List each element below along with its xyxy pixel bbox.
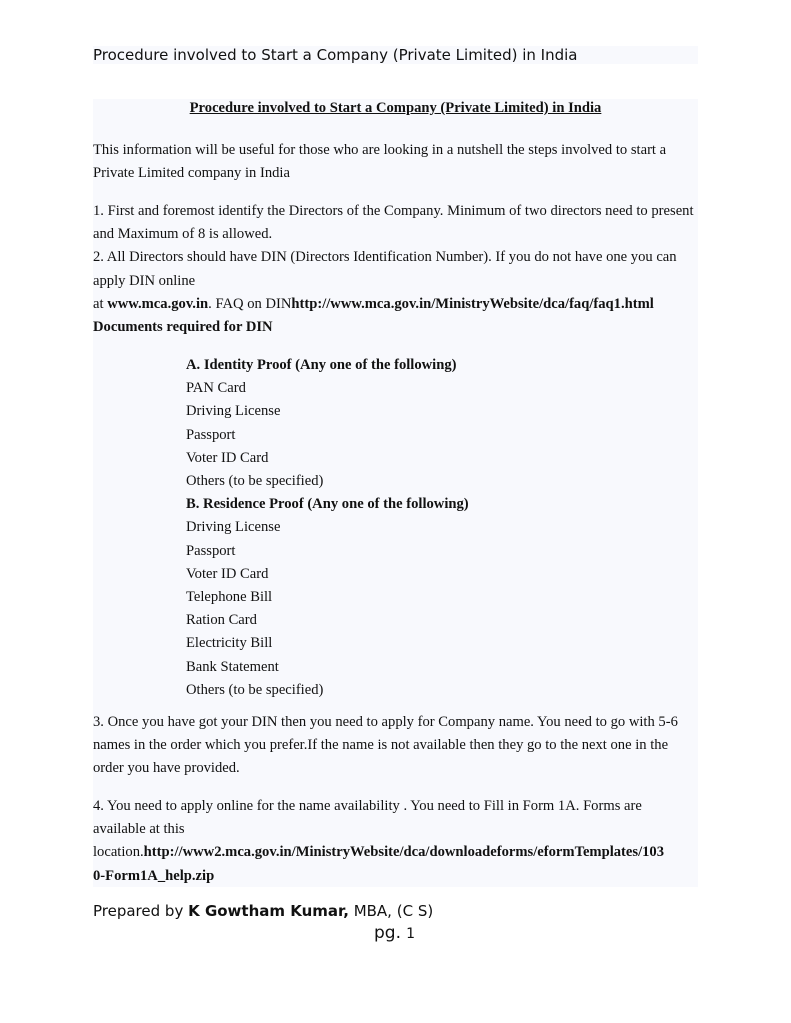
step-2-faq: . FAQ on DIN: [208, 295, 292, 312]
list-item: Others (to be specified): [186, 681, 324, 698]
list-item: Passport: [186, 426, 236, 443]
author-name: K Gowtham Kumar,: [188, 902, 349, 920]
prepared-by-label: Prepared by: [93, 902, 189, 920]
list-item: Voter ID Card: [186, 565, 269, 582]
document-title: Procedure involved to Start a Company (Private Limited) in India: [189, 100, 602, 116]
page-header: Procedure involved to Start a Company (Private Limited) in India: [93, 46, 698, 64]
list-item: Driving License: [186, 519, 281, 536]
form-1a-link[interactable]: http://www2.mca.gov.in/MinistryWebsite/dca/downloadeforms/eformTemplates/103: [143, 844, 665, 861]
residence-proof-heading: B. Residence Proof (Any one of the following): [186, 496, 469, 513]
list-item: Bank Statement: [186, 658, 279, 675]
form-1a-link-continued[interactable]: 0-Form1A_help.zip: [93, 867, 215, 884]
mca-site-link[interactable]: www.mca.gov.in: [107, 295, 209, 312]
document-body: [93, 99, 698, 887]
step-2: 2. All Directors should have DIN (Directors Identification Number). If you do not have one you can apply DIN online: [93, 249, 677, 289]
step-4-location-label: location.: [93, 844, 144, 861]
documents-required-heading: Documents required for DIN: [93, 319, 273, 336]
step-1: 1. First and foremost identify the Directors of the Company. Minimum of two directors need to present and Maximum of 8 is allowed.: [93, 203, 694, 243]
author-credentials: MBA, (C S): [348, 902, 434, 920]
list-item: PAN Card: [186, 380, 246, 397]
list-item: Ration Card: [186, 612, 257, 629]
page-footer: [93, 901, 433, 921]
step-4-location: [93, 841, 698, 864]
page-number-value: 1: [406, 926, 416, 942]
din-faq-link[interactable]: http://www.mca.gov.in/MinistryWebsite/dca/faq/faq1.html: [291, 295, 654, 312]
page-label: pg.: [374, 923, 401, 943]
intro-paragraph: This information will be useful for those who are looking in a nutshell the steps involved to start a Private Limited company in India: [93, 142, 667, 182]
list-item: Passport: [186, 542, 236, 559]
list-item: Telephone Bill: [186, 589, 273, 606]
list-item: Electricity Bill: [186, 635, 273, 652]
step-2-links: [93, 293, 698, 316]
identity-proof-heading: A. Identity Proof (Any one of the following): [186, 357, 457, 373]
step-2-at: at: [93, 295, 108, 312]
list-item: Others (to be specified): [186, 473, 324, 490]
step-3: 3. Once you have got your DIN then you need to apply for Company name. You need to go with 5-6 names in the order which you prefer.If the name is not available then they go to the next one in the order you have provided.: [93, 714, 678, 777]
list-item: Driving License: [186, 403, 281, 420]
list-item: Voter ID Card: [186, 449, 269, 466]
din-documents-list: [186, 354, 606, 702]
step-4: [93, 795, 698, 888]
page-number: [374, 922, 415, 945]
steps-1-2: [93, 200, 698, 339]
step-4-text: 4. You need to apply online for the name availability . You need to Fill in Form 1A. Forms are available at this: [93, 798, 642, 838]
